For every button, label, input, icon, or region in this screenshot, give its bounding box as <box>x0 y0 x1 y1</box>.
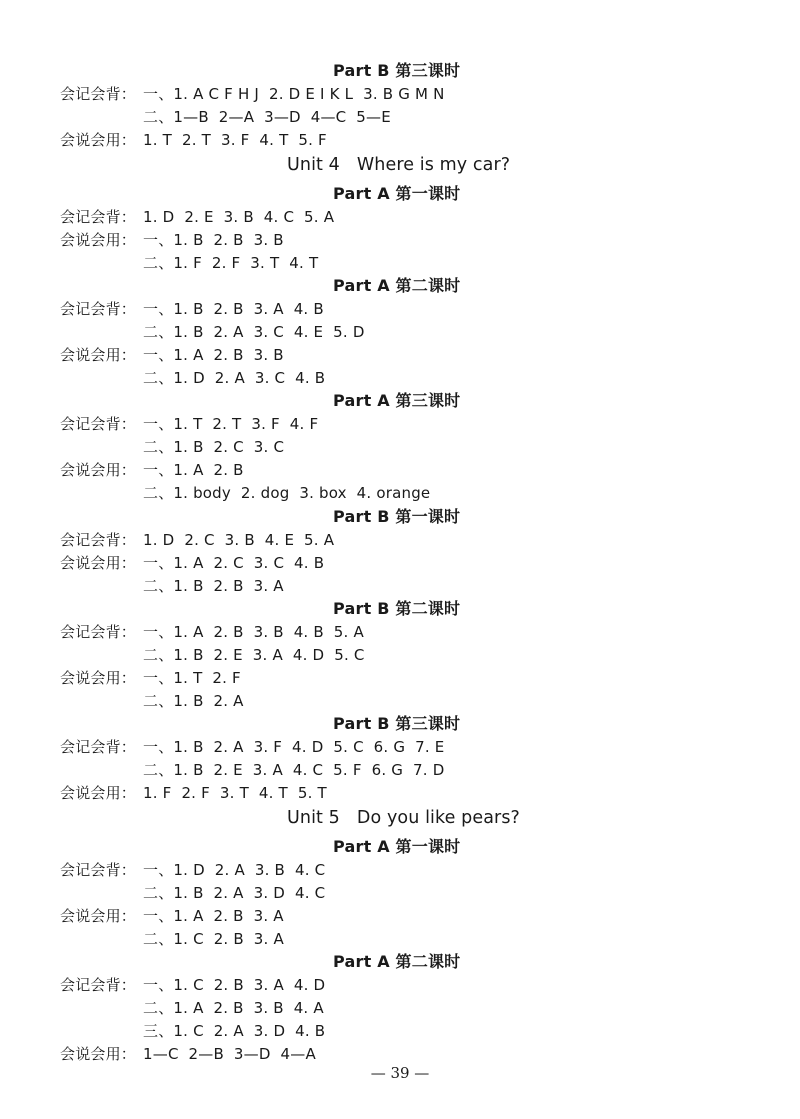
row-label: 会说会用： <box>60 131 137 149</box>
row-answers: 一、1. A 2. B 3. B 4. B 5. A <box>143 623 364 641</box>
row-answers: 二、1. body 2. dog 3. box 4. orange <box>143 484 431 502</box>
row-label: 会记会背： <box>60 623 137 641</box>
row-answers: 二、1. D 2. A 3. C 4. B <box>143 369 326 387</box>
row-answers: 一、1. A 2. B <box>143 461 244 479</box>
row-answers: 1. D 2. C 3. B 4. E 5. A <box>143 531 335 549</box>
unit-title: Unit 5 Do you like pears? <box>287 808 520 828</box>
row-answers: 一、1. T 2. F <box>143 669 241 687</box>
row-answers: 二、1. B 2. A 3. D 4. C <box>143 884 326 902</box>
page-number: — 39 — <box>370 1064 430 1082</box>
unit-title: Unit 4 Where is my car? <box>287 155 511 175</box>
section-heading: Part A 第二课时 <box>333 276 461 295</box>
row-label: 会说会用： <box>60 1045 137 1063</box>
row-answers: 1. T 2. T 3. F 4. T 5. F <box>143 131 327 149</box>
row-label: 会记会背： <box>60 208 137 226</box>
row-answers: 二、1. B 2. B 3. A <box>143 577 284 595</box>
section-heading: Part A 第一课时 <box>333 837 461 856</box>
row-answers: 二、1. F 2. F 3. T 4. T <box>143 254 319 272</box>
row-label: 会说会用： <box>60 231 137 249</box>
row-label: 会记会背： <box>60 738 137 756</box>
row-answers: 二、1. A 2. B 3. B 4. A <box>143 999 324 1017</box>
section-heading: Part B 第三课时 <box>333 61 461 80</box>
row-label: 会说会用： <box>60 907 137 925</box>
row-answers: 一、1. T 2. T 3. F 4. F <box>143 415 319 433</box>
row-answers: 二、1. C 2. B 3. A <box>143 930 284 948</box>
row-label: 会说会用： <box>60 346 137 364</box>
row-answers: 二、1—B 2—A 3—D 4—C 5—E <box>143 108 391 126</box>
row-answers: 一、1. B 2. A 3. F 4. D 5. C 6. G 7. E <box>143 738 445 756</box>
row-answers: 一、1. B 2. B 3. A 4. B <box>143 300 324 318</box>
row-label: 会记会背： <box>60 415 137 433</box>
section-heading: Part A 第三课时 <box>333 391 461 410</box>
row-label: 会说会用： <box>60 784 137 802</box>
row-label: 会记会背： <box>60 861 137 879</box>
section-heading: Part B 第三课时 <box>333 714 461 733</box>
row-label: 会记会背： <box>60 531 137 549</box>
row-label: 会记会背： <box>60 85 137 103</box>
row-answers: 一、1. A 2. B 3. A <box>143 907 284 925</box>
row-answers: 1. F 2. F 3. T 4. T 5. T <box>143 784 327 802</box>
section-heading: Part A 第二课时 <box>333 952 461 971</box>
row-label: 会记会背： <box>60 300 137 318</box>
section-heading: Part B 第二课时 <box>333 599 461 618</box>
row-answers: 一、1. A 2. C 3. C 4. B <box>143 554 325 572</box>
row-label: 会说会用： <box>60 554 137 572</box>
row-answers: 1—C 2—B 3—D 4—A <box>143 1045 316 1063</box>
row-label: 会说会用： <box>60 669 137 687</box>
row-label: 会说会用： <box>60 461 137 479</box>
row-answers: 一、1. D 2. A 3. B 4. C <box>143 861 326 879</box>
row-answers: 二、1. B 2. C 3. C <box>143 438 285 456</box>
row-label: 会记会背： <box>60 976 137 994</box>
row-answers: 一、1. B 2. B 3. B <box>143 231 284 249</box>
section-heading: Part B 第一课时 <box>333 507 461 526</box>
row-answers: 1. D 2. E 3. B 4. C 5. A <box>143 208 335 226</box>
section-heading: Part A 第一课时 <box>333 184 461 203</box>
row-answers: 二、1. B 2. A 3. C 4. E 5. D <box>143 323 365 341</box>
row-answers: 二、1. B 2. A <box>143 692 244 710</box>
row-answers: 一、1. A 2. B 3. B <box>143 346 284 364</box>
row-answers: 二、1. B 2. E 3. A 4. D 5. C <box>143 646 365 664</box>
row-answers: 一、1. C 2. B 3. A 4. D <box>143 976 326 994</box>
row-answers: 一、1. A C F H J 2. D E I K L 3. B G M N <box>143 85 445 103</box>
row-answers: 三、1. C 2. A 3. D 4. B <box>143 1022 326 1040</box>
row-answers: 二、1. B 2. E 3. A 4. C 5. F 6. G 7. D <box>143 761 445 779</box>
